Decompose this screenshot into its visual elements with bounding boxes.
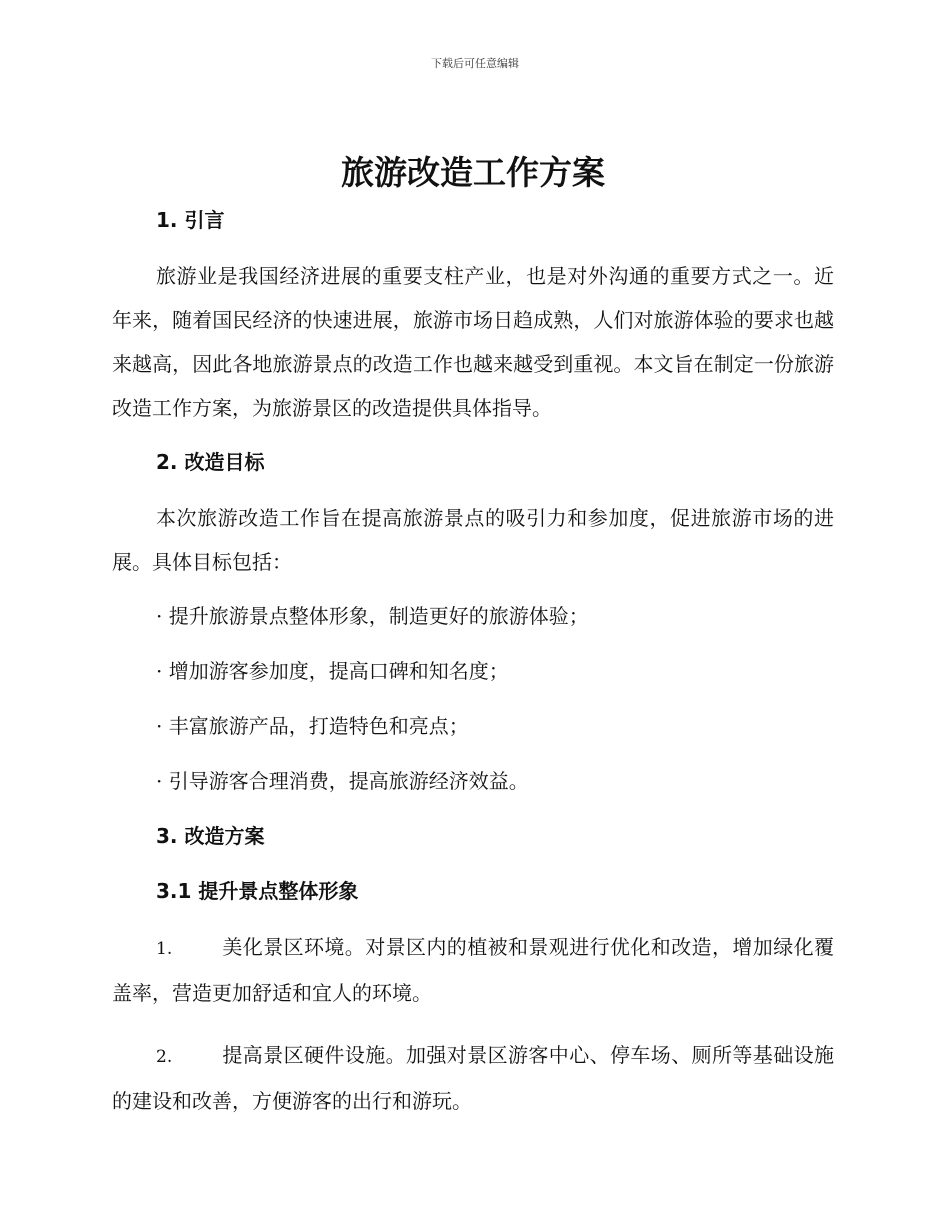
section-heading-plan: 3. 改造方案 xyxy=(156,824,265,848)
document-title: 旅游改造工作方案 xyxy=(341,153,605,192)
numbered-list-item xyxy=(112,1033,834,1123)
goal-bullet-item: · 提升旅游景点整体形象，制造更好的旅游体验； xyxy=(156,604,589,628)
introduction-paragraph: 旅游业是我国经济进展的重要支柱产业，也是对外沟通的重要方式之一。近年来，随着国民经济的快速进展，旅游市场日趋成熟，人们对旅游体验的要求也越来越高，因此各地旅游景点的改造工作也越来越受到重视。本文旨在制定一份旅游改造工作方案，为旅游景区的改造提供具体指导。 xyxy=(112,264,834,420)
section-heading-goals: 2. 改造目标 xyxy=(156,450,265,474)
goal-bullet-item: · 丰富旅游产品，打造特色和亮点； xyxy=(156,714,469,738)
goal-bullet-item: · 增加游客参加度，提高口碑和知名度； xyxy=(156,659,509,683)
section-heading-introduction: 1. 引言 xyxy=(156,208,225,232)
numbered-list-item xyxy=(112,925,834,1015)
list-item-text: 美化景区环境。对景区内的植被和景观进行优化和改造，增加绿化覆盖率，营造更加舒适和宜人的环境。 xyxy=(112,935,834,1005)
goal-bullet-item: · 引导游客合理消费，提高旅游经济效益。 xyxy=(156,769,529,793)
list-item-number: 2. xyxy=(156,1047,173,1067)
document-body xyxy=(112,150,834,1123)
list-item-number: 1. xyxy=(156,939,173,959)
subsection-heading-image: 3.1 提升景点整体形象 xyxy=(156,879,359,903)
goals-paragraph: 本次旅游改造工作旨在提高旅游景点的吸引力和参加度，促进旅游市场的进展。具体目标包括： xyxy=(112,506,834,574)
list-item-text: 提高景区硬件设施。加强对景区游客中心、停车场、厕所等基础设施的建设和改善，方便游客的出行和游玩。 xyxy=(112,1043,834,1113)
page-header-note: 下载后可任意编辑 xyxy=(431,57,519,70)
